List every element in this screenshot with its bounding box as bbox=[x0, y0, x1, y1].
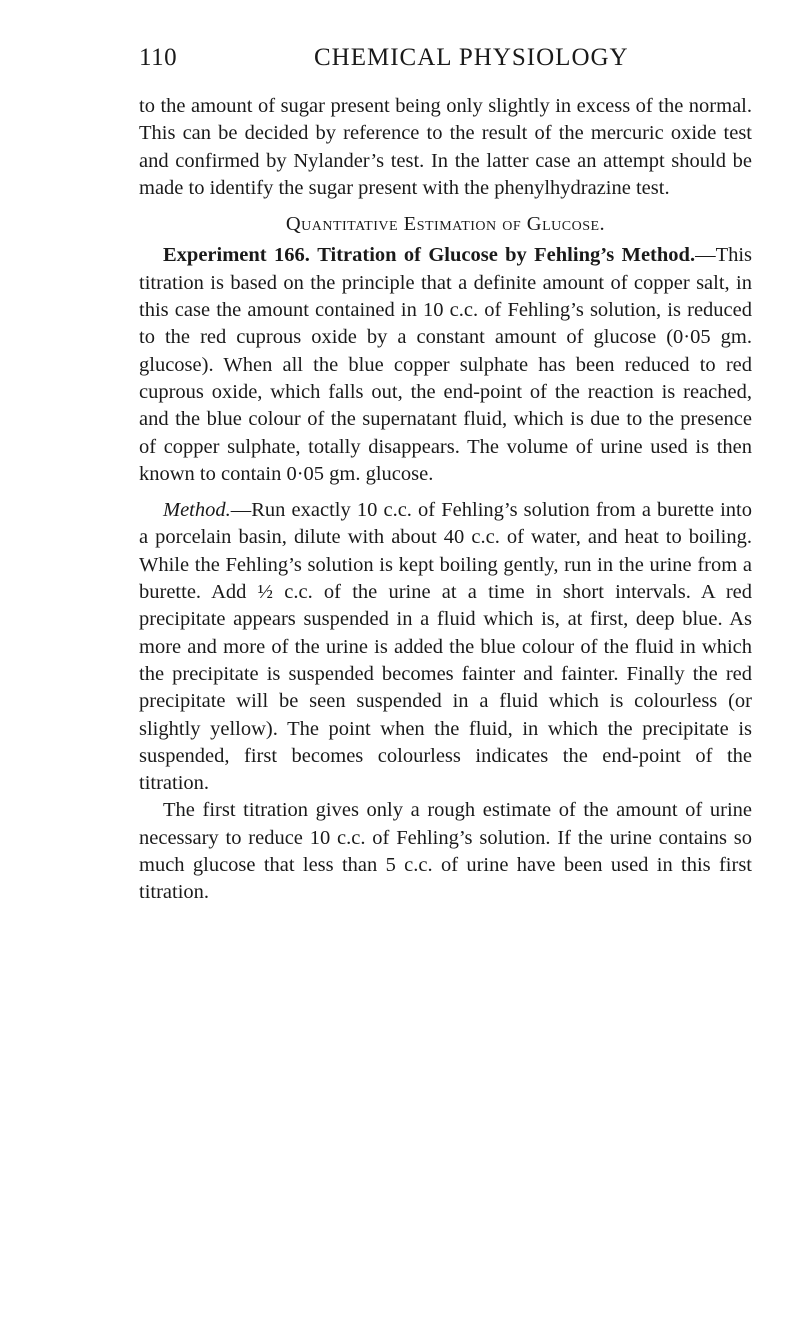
section-heading: Quantitative Estimation of Glucose. bbox=[285, 213, 606, 236]
experiment-title: Titration of Glucose by Fehling’s Method. bbox=[317, 244, 696, 267]
paragraph-text: to the amount of sugar present being only slightly in excess of the normal. This can be decided by reference to the result of the mercuric oxide test and confirmed by Nylander’s test. In the latter case an attempt should be made to identify the sugar present with the phenylhydrazine test. bbox=[139, 95, 752, 199]
paragraph-text: —Run exactly 10 c.c. of Fehling’s solution from a burette into a porcelain basin, dilute with about 40 c.c. of water, and heat to boiling. While the Fehling’s solution is kept boiling gently, run in the urine from a burette. Add bbox=[139, 499, 752, 604]
paragraph-text: —This titration is based on the principle that a definite amount of copper salt, in this case the amount contained in 10 c.c. of Fehling’s solution, is reduced to the red cuprous oxide by a constant amount of glucose (0·05 gm. glucose). When all the blue copper sulphate has been reduced to red cuprous oxide, which falls out, the end-point of the reaction is reached, and the blue colour of the supernatant fluid, which is due to the presence of copper sulphate, totally disappears. The volume of urine used is then known to contain 0·05 gm. glucose. bbox=[139, 244, 753, 485]
method-paragraph bbox=[139, 497, 752, 797]
body-text bbox=[139, 93, 752, 907]
experiment-label: Experiment 166. bbox=[163, 244, 310, 267]
running-head bbox=[139, 44, 752, 74]
fraction: ½ bbox=[257, 581, 274, 604]
page-number: 110 bbox=[139, 44, 178, 71]
paragraph-text: The first titration gives only a rough estimate of the amount of urine necessary to reduce 10 c.c. of Fehling’s solution. If the urine contains so much glucose that less than 5 c.c. of urine have been used in this first titration. bbox=[139, 799, 752, 904]
paragraph bbox=[139, 797, 752, 906]
running-title: CHEMICAL PHYSIOLOGY bbox=[314, 44, 629, 71]
paragraph-text: c.c. of the urine at a time in short intervals. A red precipitate appears suspended in a fluid which is, at first, deep blue. As more and more of the urine is added the blue colour of the fluid in which the precipitate is suspended becomes fainter and fainter. Finally the red precipitate will be seen suspended in a fluid which is colourless (or slightly yellow). The point when the fluid, in which the precipitate is suspended, first becomes colourless indicates the end-point of the titration. bbox=[139, 581, 752, 795]
paragraph-continuation bbox=[139, 93, 752, 202]
method-label: Method. bbox=[163, 499, 231, 522]
experiment-paragraph bbox=[139, 242, 752, 488]
